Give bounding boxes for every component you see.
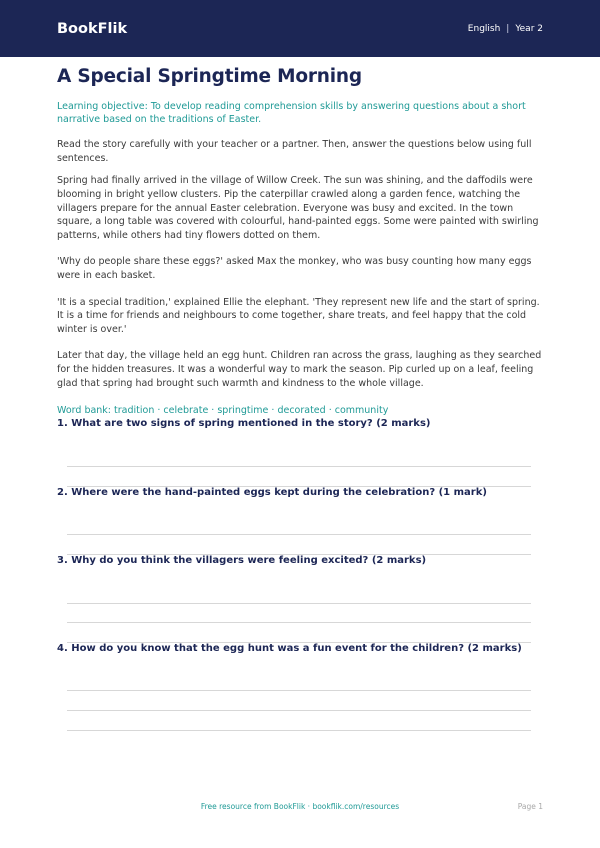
page-header — [0, 0, 600, 57]
subject-label: English — [467, 23, 501, 34]
question-1: 1. What are two signs of spring mentioned in the story? (2 marks) — [57, 418, 431, 429]
question-4: 4. How do you know that the egg hunt was a fun event for the children? (2 marks) — [57, 643, 522, 654]
story-paragraph: 'It is a special tradition,' explained Ellie the elephant. 'They represent new life and the start of spring. It is a time for friends and neighbours to come together, share treats, and feel happy that the cold winter is over.' — [57, 296, 540, 335]
story-paragraph: Spring had finally arrived in the village of Willow Creek. The sun was shining, and the daffodils were blooming in bright yellow clusters. Pip the caterpillar crawled along a garden fence, watching the villagers prepare for the annual Easter celebration. Everyone was busy and excited. In the town square, a long table was covered with colourful, hand-painted eggs. Some were painted with swirling patterns, while others had tiny flowers dotted on them. — [57, 175, 539, 241]
story-paragraph: 'Why do people share these eggs?' asked Max the monkey, who was busy counting how many eggs were in each basket. — [57, 256, 532, 281]
brand-logo[interactable]: BookFlik — [57, 20, 128, 37]
answer-line[interactable] — [67, 690, 531, 691]
header-meta — [468, 24, 543, 34]
page-number: Page 1 — [517, 802, 543, 811]
learning-objective: Learning objective: To develop reading comprehension skills by answering questions about a short narrative based on the traditions of Easter. — [57, 101, 526, 126]
worksheet-content — [57, 65, 543, 417]
answer-line[interactable] — [67, 466, 531, 467]
answer-line[interactable] — [67, 622, 531, 623]
answer-line[interactable] — [67, 730, 531, 731]
instructions: Read the story carefully with your teacher or a partner. Then, answer the questions below using full sentences. — [57, 139, 532, 164]
answer-line[interactable] — [67, 603, 531, 604]
word-bank: Word bank: tradition · celebrate · springtime · decorated · community — [57, 405, 389, 417]
footer-credit[interactable]: Free resource from BookFlik · bookflik.com/resources — [200, 802, 400, 811]
story-paragraph: Later that day, the village held an egg hunt. Children ran across the grass, laughing as they searched for the hidden treasures. It was a wonderful way to mark the season. Pip curled up on a leaf, feeling glad that spring had brought such warmth and kindness to the whole village. — [57, 350, 542, 389]
question-3: 3. Why do you think the villagers were feeling excited? (2 marks) — [57, 555, 427, 566]
header-separator: | — [506, 23, 510, 34]
answer-line[interactable] — [67, 534, 531, 535]
page-title: A Special Springtime Morning — [57, 66, 362, 87]
question-2: 2. Where were the hand-painted eggs kept during the celebration? (1 mark) — [57, 487, 487, 498]
year-label: Year 2 — [515, 23, 543, 34]
story — [57, 174, 543, 390]
answer-line[interactable] — [67, 710, 531, 711]
